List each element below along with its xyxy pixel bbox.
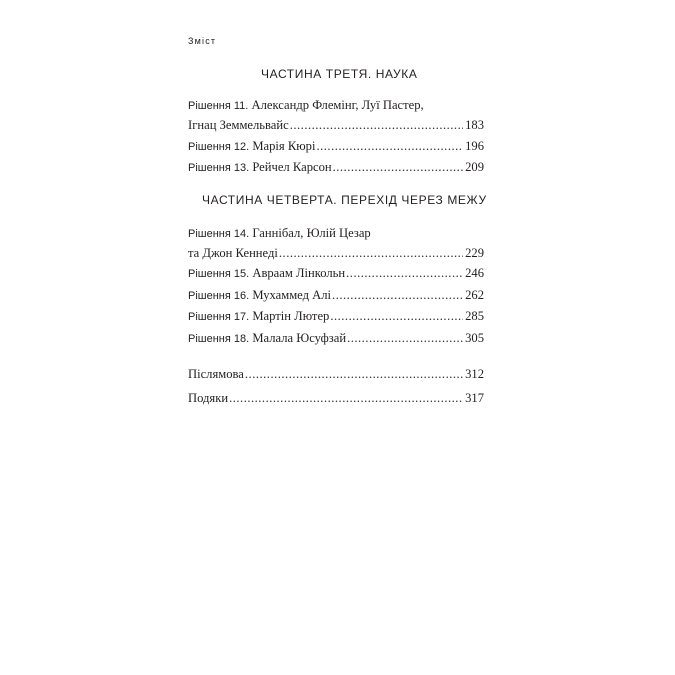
dot-leader (290, 116, 463, 135)
toc-entry-12[interactable] (188, 137, 484, 157)
toc-entry-16[interactable] (188, 286, 484, 306)
entry-title: Мартін Лютер (252, 309, 330, 323)
entry-title: Мухаммед Алі (252, 288, 332, 302)
entry-label: Рішення 13. (188, 162, 250, 174)
page-number: 262 (465, 288, 484, 302)
dot-leader (229, 389, 463, 408)
dot-leader (245, 365, 463, 384)
dot-leader (332, 286, 463, 305)
page-number: 317 (465, 391, 484, 405)
entry-label: Рішення 15. (188, 268, 250, 280)
running-head: Зміст (188, 36, 217, 46)
dot-leader (347, 329, 463, 348)
toc-entry-afterword[interactable] (188, 365, 484, 384)
page-number: 305 (465, 331, 484, 345)
page-number: 285 (465, 309, 484, 323)
part-three-title: ЧАСТИНА ТРЕТЯ. НАУКА (261, 67, 418, 81)
page-number: 312 (465, 367, 484, 381)
toc-entry-14[interactable] (188, 224, 484, 263)
toc-entry-17[interactable] (188, 307, 484, 327)
toc-entry-13[interactable] (188, 158, 484, 178)
entry-title: Авраам Лінкольн (252, 266, 346, 280)
entry-title: Александр Флемінг, Луї Пастер, (251, 98, 424, 112)
entry-title: Марія Кюрі (252, 139, 316, 153)
entry-title-continued: Ігнац Земмельвайс (188, 118, 289, 132)
dot-leader (330, 307, 463, 326)
toc-entry-acknowledgements[interactable] (188, 389, 484, 408)
page-number: 196 (465, 139, 484, 153)
entry-label: Рішення 17. (188, 311, 250, 323)
entry-label: Рішення 12. (188, 141, 250, 153)
entry-title: Післямова (188, 367, 244, 381)
page-number: 209 (465, 160, 484, 174)
entry-label: Рішення 18. (188, 333, 250, 345)
dot-leader (333, 158, 463, 177)
part-four-title: ЧАСТИНА ЧЕТВЕРТА. ПЕРЕХІД ЧЕРЕЗ МЕЖУ (202, 193, 487, 207)
toc-entry-11[interactable] (188, 96, 484, 135)
page-number: 183 (465, 118, 484, 132)
entry-label: Рішення 11. (188, 100, 249, 112)
entry-title: Подяки (188, 391, 229, 405)
entry-title-continued: та Джон Кеннеді (188, 246, 278, 260)
page-number: 229 (465, 246, 484, 260)
entry-title: Ганнібал, Юлій Цезар (252, 226, 371, 240)
page-number: 246 (465, 266, 484, 280)
entry-title: Малала Юсуфзай (252, 331, 347, 345)
dot-leader (279, 244, 463, 263)
entry-label: Рішення 14. (188, 228, 250, 240)
entry-label: Рішення 16. (188, 290, 250, 302)
entry-title: Рейчел Карсон (252, 160, 332, 174)
dot-leader (346, 264, 463, 283)
dot-leader (316, 137, 463, 156)
toc-entry-18[interactable] (188, 329, 484, 349)
toc-entry-15[interactable] (188, 264, 484, 284)
